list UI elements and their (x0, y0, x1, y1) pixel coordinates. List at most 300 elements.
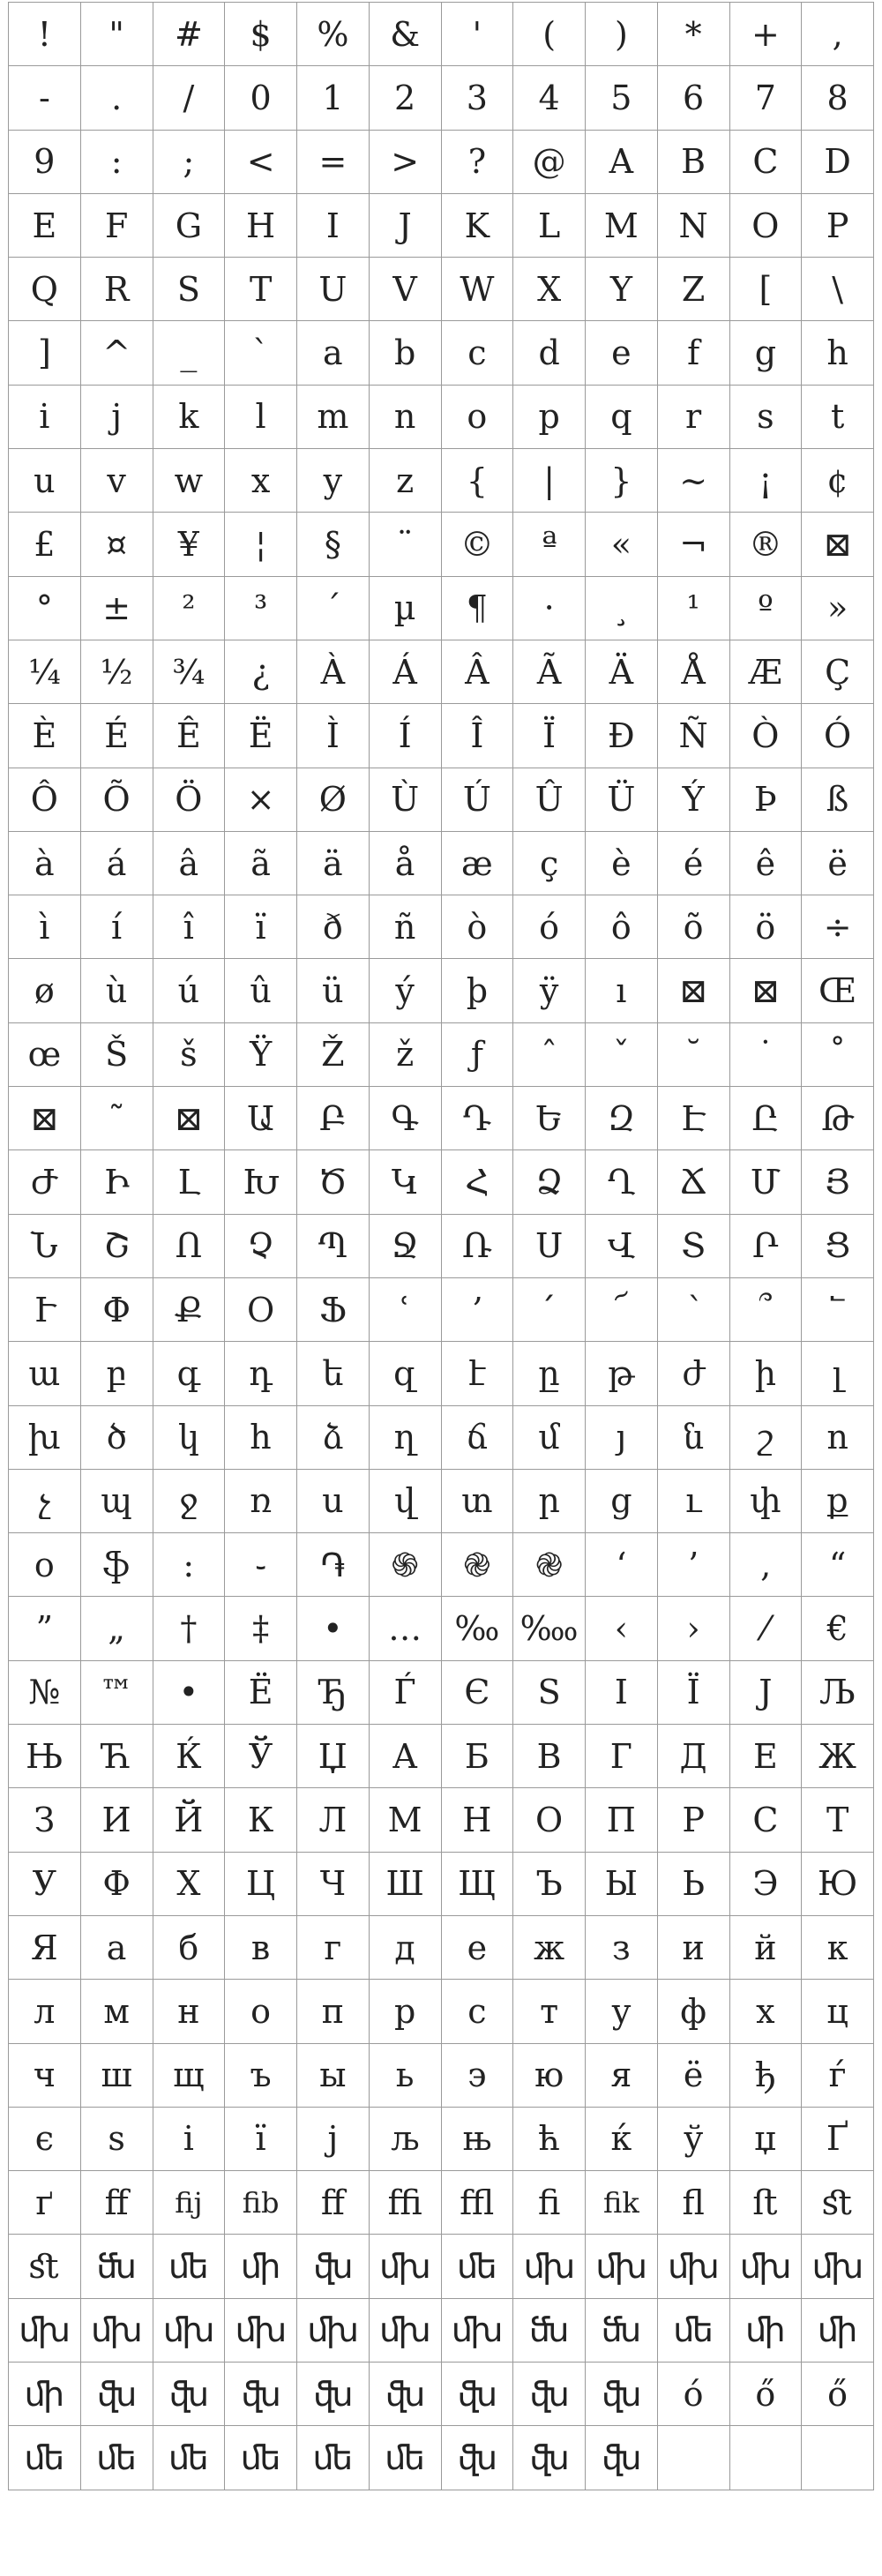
glyph-cell: б (153, 1916, 226, 1980)
glyph-cell: 9 (9, 131, 81, 194)
glyph-cell: > (370, 131, 442, 194)
glyph-cell: ј (297, 2108, 370, 2171)
glyph-cell: µ (370, 577, 442, 640)
glyph-cell: ъ (225, 2044, 297, 2108)
glyph-cell: W (442, 258, 514, 321)
glyph-cell: Ѕ (513, 1661, 586, 1725)
glyph-cell: ﬗ (9, 2299, 81, 2363)
glyph-cell: ⊠ (730, 959, 803, 1022)
glyph-cell: հ (225, 1406, 297, 1470)
glyph-cell: Հ (442, 1150, 514, 1214)
glyph-cell: þ (442, 959, 514, 1022)
glyph-cell: Ъ (513, 1853, 586, 1916)
glyph-cell: ² (153, 577, 226, 640)
glyph-cell: 3 (442, 66, 514, 130)
glyph-cell: ﬗ (297, 2299, 370, 2363)
glyph-cell: ﬖ (297, 2235, 370, 2298)
glyph-cell: Т (802, 1788, 874, 1852)
glyph-cell: 8 (802, 66, 874, 130)
glyph-cell: è (586, 832, 658, 895)
glyph-cell: ւ (658, 1470, 730, 1533)
glyph-cell: o (442, 386, 514, 449)
glyph-cell: Е (730, 1725, 803, 1788)
glyph-cell: l (225, 386, 297, 449)
glyph-cell: } (586, 449, 658, 513)
glyph-cell: ф (658, 1980, 730, 2043)
glyph-cell: պ (81, 1470, 153, 1533)
glyph-cell: … (370, 1597, 442, 1660)
glyph-cell: + (730, 3, 803, 66)
glyph-cell: к (802, 1916, 874, 1980)
glyph-cell: ﬖ (225, 2363, 297, 2426)
glyph-cell: ﬗ (442, 2299, 514, 2363)
glyph-cell (730, 2426, 803, 2490)
glyph-cell: ﬔ (225, 2426, 297, 2490)
glyph-cell: Ч (297, 1853, 370, 1916)
glyph-cell: П (586, 1788, 658, 1852)
glyph-cell: › (658, 1597, 730, 1660)
glyph-cell: Ö (153, 768, 226, 832)
glyph-cell: • (153, 1661, 226, 1725)
glyph-cell: щ (153, 2044, 226, 2108)
glyph-cell: å (370, 832, 442, 895)
glyph-cell: ﬄ (442, 2171, 514, 2235)
glyph-cell: ﬆ (9, 2235, 81, 2298)
glyph-cell: ó (513, 895, 586, 959)
glyph-cell: ¬ (658, 513, 730, 576)
glyph-cell: ё (658, 2044, 730, 2108)
glyph-cell: ” (9, 1597, 81, 1660)
glyph-cell: h (802, 321, 874, 385)
glyph-cell: d (513, 321, 586, 385)
glyph-cell: Я (9, 1916, 81, 1980)
glyph-row (9, 2108, 874, 2171)
glyph-row (9, 194, 874, 258)
glyph-cell: U (297, 258, 370, 321)
glyph-cell: д (370, 1916, 442, 1980)
glyph-cell: ﬅ (730, 2171, 803, 2235)
glyph-row (9, 959, 874, 1022)
glyph-cell: 7 (730, 66, 803, 130)
glyph-cell: “ (802, 1533, 874, 1597)
glyph-cell (802, 2426, 874, 2490)
glyph-cell: ð (297, 895, 370, 959)
glyph-cell: մ (513, 1406, 586, 1470)
glyph-cell: Õ (81, 768, 153, 832)
glyph-cell: դ (225, 1342, 297, 1405)
glyph-cell: ˘ (658, 1023, 730, 1087)
glyph-cell: Ў (225, 1725, 297, 1788)
glyph-cell: ‱ (513, 1597, 586, 1660)
glyph-cell: f (658, 321, 730, 385)
glyph-cell: Ї (658, 1661, 730, 1725)
glyph-cell: я (586, 2044, 658, 2108)
glyph-cell: զ (370, 1342, 442, 1405)
glyph-cell: ’ (658, 1533, 730, 1597)
glyph-row (9, 2171, 874, 2235)
glyph-cell: Ä (586, 640, 658, 704)
glyph-cell: { (442, 449, 514, 513)
glyph-cell: ½ (81, 640, 153, 704)
glyph-cell: ժ (658, 1342, 730, 1405)
glyph-cell: Ç (802, 640, 874, 704)
glyph-cell: Ю (802, 1853, 874, 1916)
glyph-cell: Q (9, 258, 81, 321)
glyph-cell: ﬓ (513, 2299, 586, 2363)
glyph-cell: ը (513, 1342, 586, 1405)
glyph-cell: Œ (802, 959, 874, 1022)
glyph-cell: = (297, 131, 370, 194)
glyph-cell: ñ (370, 895, 442, 959)
glyph-cell: ˆ (513, 1023, 586, 1087)
glyph-cell: й (730, 1916, 803, 1980)
glyph-cell: ց (586, 1470, 658, 1533)
glyph-cell: ﬖ (153, 2363, 226, 2426)
glyph-cell: q (586, 386, 658, 449)
glyph-row (9, 1916, 874, 1980)
glyph-cell: Х (153, 1853, 226, 1916)
glyph-cell: T (225, 258, 297, 321)
glyph-cell: ՟ (802, 1278, 874, 1342)
glyph-cell: ¢ (802, 449, 874, 513)
glyph-cell: P (802, 194, 874, 258)
glyph-cell: ÷ (802, 895, 874, 959)
glyph-cell: ՞ (730, 1278, 803, 1342)
glyph-cell: Ա (225, 1087, 297, 1150)
glyph-cell: ﬓ (81, 2235, 153, 2298)
glyph-cell: ÿ (513, 959, 586, 1022)
glyph-cell: М (370, 1788, 442, 1852)
glyph-cell: Ճ (658, 1150, 730, 1214)
glyph-cell: ֏ (297, 1533, 370, 1597)
glyph-cell: ﬔ (297, 2426, 370, 2490)
glyph-cell: r (658, 386, 730, 449)
glyph-cell: ճ (442, 1406, 514, 1470)
glyph-cell: ռ (225, 1470, 297, 1533)
glyph-cell: Ձ (513, 1150, 586, 1214)
glyph-cell: ﬕ (225, 2235, 297, 2298)
glyph-cell: է (442, 1342, 514, 1405)
glyph-cell: § (297, 513, 370, 576)
glyph-cell: ﬓ (586, 2299, 658, 2363)
glyph-cell: ﬖ (370, 2363, 442, 2426)
glyph-cell: Å (658, 640, 730, 704)
glyph-cell: ш (81, 2044, 153, 2108)
glyph-cell: 2 (370, 66, 442, 130)
glyph-cell: є (9, 2108, 81, 2171)
glyph-cell: F (81, 194, 153, 258)
glyph-cell: g (730, 321, 803, 385)
glyph-cell: i (9, 386, 81, 449)
glyph-cell: Í (370, 704, 442, 768)
glyph-cell: ! (9, 3, 81, 66)
glyph-cell: x (225, 449, 297, 513)
glyph-cell: Щ (442, 1853, 514, 1916)
glyph-cell: ﬂ (658, 2171, 730, 2235)
glyph-cell: ő (730, 2363, 803, 2426)
glyph-cell: ի (730, 1342, 803, 1405)
glyph-cell: ﬔ (81, 2426, 153, 2490)
glyph-row (9, 2235, 874, 2298)
glyph-cell: Æ (730, 640, 803, 704)
glyph-cell: ﬃ (370, 2171, 442, 2235)
glyph-cell: V (370, 258, 442, 321)
glyph-cell: Բ (297, 1087, 370, 1150)
glyph-cell: Զ (586, 1087, 658, 1150)
glyph-cell: С (730, 1788, 803, 1852)
glyph-cell: Ð (586, 704, 658, 768)
glyph-cell: ê (730, 832, 803, 895)
glyph-cell: Þ (730, 768, 803, 832)
glyph-cell: Ђ (297, 1661, 370, 1725)
glyph-cell: Ռ (442, 1215, 514, 1278)
glyph-cell: Ё (225, 1661, 297, 1725)
glyph-cell: ֆ (81, 1533, 153, 1597)
glyph-cell: œ (9, 1023, 81, 1087)
glyph-row (9, 1470, 874, 1533)
glyph-cell: ` (225, 321, 297, 385)
glyph-cell: Ո (153, 1215, 226, 1278)
glyph-cell: Տ (658, 1215, 730, 1278)
glyph-cell: I (297, 194, 370, 258)
glyph-cell: ѕ (81, 2108, 153, 2171)
glyph-cell: њ (442, 2108, 514, 2171)
glyph-cell: № (9, 1661, 81, 1725)
glyph-row (9, 3, 874, 66)
glyph-row (9, 449, 874, 513)
glyph-cell: Ь (658, 1853, 730, 1916)
glyph-cell: գ (153, 1342, 226, 1405)
glyph-cell: А (370, 1725, 442, 1788)
glyph-cell: # (153, 3, 226, 66)
glyph-cell: ﬗ (153, 2299, 226, 2363)
glyph-cell: ր (513, 1470, 586, 1533)
glyph-row (9, 2044, 874, 2108)
glyph-cell: J (370, 194, 442, 258)
glyph-cell: v (81, 449, 153, 513)
glyph-cell: е (442, 1916, 514, 1980)
glyph-cell: Վ (586, 1215, 658, 1278)
glyph-cell: S (153, 258, 226, 321)
glyph-cell: ՚ (442, 1278, 514, 1342)
glyph-cell: Ш (370, 1853, 442, 1916)
glyph-cell: ՙ (370, 1278, 442, 1342)
glyph-cell: ﬖ (513, 2426, 586, 2490)
glyph-cell: ¹ (658, 577, 730, 640)
glyph-cell: Ò (730, 704, 803, 768)
glyph-cell: Ը (730, 1087, 803, 1150)
glyph-cell: Ի (81, 1150, 153, 1214)
glyph-row (9, 640, 874, 704)
glyph-cell: ± (81, 577, 153, 640)
glyph-cell: л (9, 1980, 81, 2043)
glyph-cell: Ւ (9, 1278, 81, 1342)
glyph-cell: ò (442, 895, 514, 959)
glyph-cell: У (9, 1853, 81, 1916)
glyph-cell: ü (297, 959, 370, 1022)
glyph-cell: ¨ (370, 513, 442, 576)
glyph-row (9, 1215, 874, 1278)
glyph-cell: Ü (586, 768, 658, 832)
glyph-cell: º (730, 577, 803, 640)
glyph-cell: џ (730, 2108, 803, 2171)
glyph-cell: в (225, 1916, 297, 1980)
glyph-cell: u (9, 449, 81, 513)
glyph-cell: w (153, 449, 226, 513)
glyph-cell: Խ (225, 1150, 297, 1214)
glyph-cell: Z (658, 258, 730, 321)
glyph-cell: փ (730, 1470, 803, 1533)
glyph-row (9, 1788, 874, 1852)
glyph-cell: s (730, 386, 803, 449)
glyph-cell: Գ (370, 1087, 442, 1150)
glyph-cell: Ћ (81, 1725, 153, 1788)
glyph-cell: и (658, 1916, 730, 1980)
glyph-cell: ﬔ (9, 2426, 81, 2490)
glyph-cell: R (81, 258, 153, 321)
glyph-cell: ' (442, 3, 514, 66)
glyph-cell: Պ (297, 1215, 370, 1278)
glyph-cell: ա (9, 1342, 81, 1405)
glyph-cell: ֊ (225, 1533, 297, 1597)
glyph-cell: b (370, 321, 442, 385)
glyph-cell: < (225, 131, 297, 194)
glyph-cell: ¿ (225, 640, 297, 704)
glyph-cell: ﬖ (513, 2363, 586, 2426)
glyph-cell: Ê (153, 704, 226, 768)
glyph-cell: Ѓ (370, 1661, 442, 1725)
glyph-cell: ﬗ (513, 2235, 586, 2298)
glyph-cell: љ (370, 2108, 442, 2171)
glyph-cell: Г (586, 1725, 658, 1788)
glyph-cell: & (370, 3, 442, 66)
glyph-cell: շ (730, 1406, 803, 1470)
glyph-cell: ﬔ (153, 2235, 226, 2298)
glyph-cell: ղ (370, 1406, 442, 1470)
glyph-cell: վ (370, 1470, 442, 1533)
glyph-cell: k (153, 386, 226, 449)
glyph-cell: г (297, 1916, 370, 1980)
glyph-row (9, 1661, 874, 1725)
glyph-cell: ¥ (153, 513, 226, 576)
glyph-cell: ձ (297, 1406, 370, 1470)
glyph-cell: ﬗ (370, 2299, 442, 2363)
glyph-cell: ж (513, 1916, 586, 1980)
glyph-cell: Ì (297, 704, 370, 768)
glyph-cell: ﬖ (586, 2426, 658, 2490)
glyph-cell: ќ (586, 2108, 658, 2171)
glyph-cell: X (513, 258, 586, 321)
glyph-cell: È (9, 704, 81, 768)
glyph-cell: $ (225, 3, 297, 66)
glyph-cell: Ÿ (225, 1023, 297, 1087)
glyph-cell: ﬔ (658, 2299, 730, 2363)
glyph-cell: B (658, 131, 730, 194)
glyph-cell: ] (9, 321, 81, 385)
glyph-cell: ³ (225, 577, 297, 640)
glyph-cell: é (658, 832, 730, 895)
glyph-cell: Ñ (658, 704, 730, 768)
glyph-row (9, 1597, 874, 1660)
glyph-cell: ⊠ (658, 959, 730, 1022)
glyph-cell: ® (730, 513, 803, 576)
glyph-row (9, 1150, 874, 1214)
glyph-cell: Ë (225, 704, 297, 768)
glyph-cell: Ж (802, 1725, 874, 1788)
glyph-cell: ў (658, 2108, 730, 2171)
glyph-cell: ս (297, 1470, 370, 1533)
glyph-cell: Ј (730, 1661, 803, 1725)
glyph-cell: Y (586, 258, 658, 321)
glyph-cell: լ (802, 1342, 874, 1405)
glyph-cell: " (81, 3, 153, 66)
glyph-cell: 6 (658, 66, 730, 130)
glyph-cell: Є (442, 1661, 514, 1725)
glyph-cell: ˙ (730, 1023, 803, 1087)
glyph-cell: Â (442, 640, 514, 704)
glyph-cell: ћ (513, 2108, 586, 2171)
glyph-cell: ï (225, 895, 297, 959)
glyph-cell: ґ (9, 2171, 81, 2235)
glyph-cell: ö (730, 895, 803, 959)
glyph-cell: ™ (81, 1661, 153, 1725)
glyph-cell: H (225, 194, 297, 258)
glyph-row (9, 258, 874, 321)
glyph-cell: Ջ (370, 1215, 442, 1278)
glyph-cell: É (81, 704, 153, 768)
glyph-cell: y (297, 449, 370, 513)
glyph-cell: _ (153, 321, 226, 385)
glyph-cell: չ (9, 1470, 81, 1533)
glyph-cell: О (513, 1788, 586, 1852)
glyph-cell: Շ (81, 1215, 153, 1278)
glyph-cell: ﬁ (513, 2171, 586, 2235)
glyph-cell: ո (802, 1406, 874, 1470)
glyph-row (9, 1342, 874, 1405)
glyph-cell: × (225, 768, 297, 832)
glyph-cell: В (513, 1725, 586, 1788)
glyph-cell: « (586, 513, 658, 576)
glyph-cell: î (153, 895, 226, 959)
glyph-cell: Ն (9, 1215, 81, 1278)
glyph-cell: Й (153, 1788, 226, 1852)
glyph-cell: Դ (442, 1087, 514, 1150)
glyph-cell: ı (586, 959, 658, 1022)
glyph-cell: j (81, 386, 153, 449)
glyph-row (9, 1278, 874, 1342)
glyph-cell: Д (658, 1725, 730, 1788)
glyph-cell: Ï (513, 704, 586, 768)
glyph-cell: D (802, 131, 874, 194)
glyph-cell: ‰ (442, 1597, 514, 1660)
glyph-cell (658, 2426, 730, 2490)
glyph-cell: ч (9, 2044, 81, 2108)
glyph-cell: ã (225, 832, 297, 895)
glyph-cell: н (153, 1980, 226, 2043)
glyph-cell: 4 (513, 66, 586, 130)
glyph-cell: ﬗ (658, 2235, 730, 2298)
glyph-cell: Ս (513, 1215, 586, 1278)
glyph-cell: ó (658, 2363, 730, 2426)
glyph-cell: Ֆ (297, 1278, 370, 1342)
glyph-cell: ՝ (658, 1278, 730, 1342)
glyph-cell: И (81, 1788, 153, 1852)
glyph-cell: £ (9, 513, 81, 576)
glyph-cell: ї (225, 2108, 297, 2171)
glyph-cell: 1 (297, 66, 370, 130)
glyph-cell: Յ (802, 1150, 874, 1214)
glyph-cell: ю (513, 2044, 586, 2108)
